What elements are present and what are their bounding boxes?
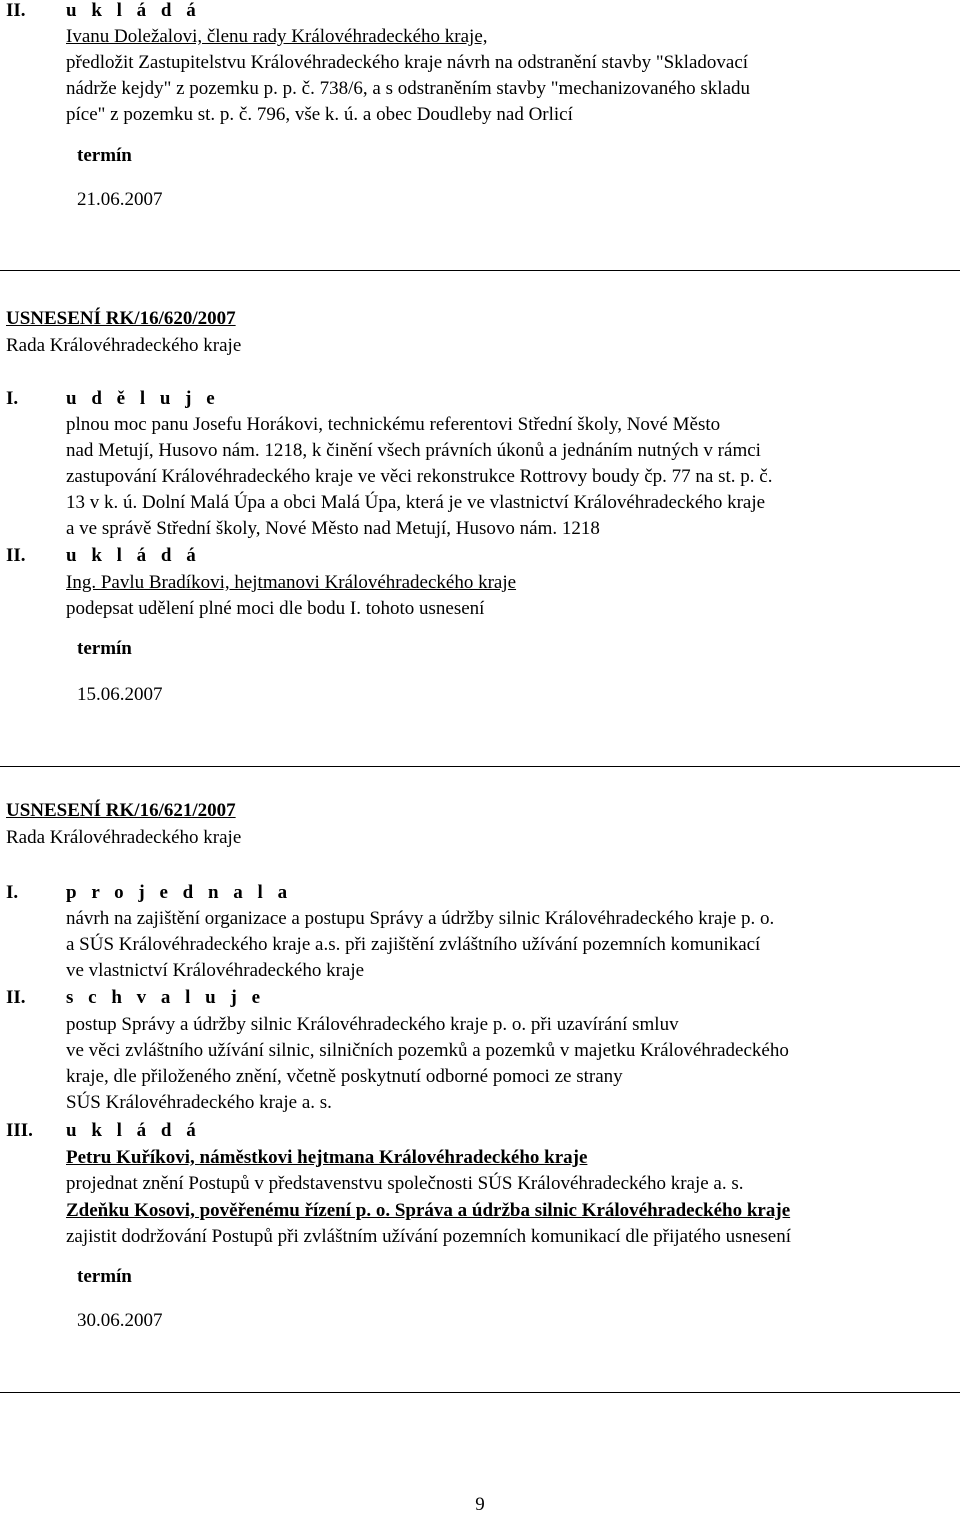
text-line: zastupování Královéhradeckého kraje ve věci rekonstrukce Rottrovy boudy čp. 77 na st. p. č. <box>66 466 773 487</box>
addressee: Ivanu Doležalovi, členu rady Královéhradeckého kraje, <box>66 26 488 47</box>
text-line: ve věci zvláštního užívání silnic, silničních pozemků a pozemků v majetku Královéhradeckého <box>66 1040 789 1061</box>
text-line: projednat znění Postupů v představenstvu společnosti SÚS Královéhradeckého kraje a. s. <box>66 1173 744 1194</box>
resolution-subtitle: Rada Královéhradeckého kraje <box>6 827 242 848</box>
termin-label: termín <box>77 145 132 166</box>
text-line: ve vlastnictví Královéhradeckého kraje <box>66 960 365 981</box>
divider <box>0 1392 960 1393</box>
termin-date: 21.06.2007 <box>77 189 163 210</box>
action-verb: u k l á d á <box>66 0 201 21</box>
text-line: 13 v k. ú. Dolní Malá Úpa a obci Malá Úpa, která je ve vlastnictví Královéhradeckého kraje <box>66 492 766 513</box>
text-line: a SÚS Královéhradeckého kraje a.s. při zajištění zvláštního užívání pozemních komunikací <box>66 934 761 955</box>
resolution-title: USNESENÍ RK/16/621/2007 <box>6 800 236 821</box>
roman-numeral: III. <box>6 1120 33 1141</box>
text-line: předložit Zastupitelstvu Královéhradeckého kraje návrh na odstranění stavby "Skladovací <box>66 52 749 73</box>
text-line: nad Metují, Husovo nám. 1218, k činění všech právních úkonů a jednáním nutných v rámci <box>66 440 761 461</box>
addressee: Ing. Pavlu Bradíkovi, hejtmanovi Královéhradeckého kraje <box>66 572 517 593</box>
text-line: píce" z pozemku st. p. č. 796, vše k. ú. a obec Doudleby nad Orlicí <box>66 104 573 125</box>
roman-numeral: II. <box>6 0 26 21</box>
text-line: a ve správě Střední školy, Nové Město nad Metují, Husovo nám. 1218 <box>66 518 600 539</box>
divider <box>0 766 960 767</box>
resolution-title: USNESENÍ RK/16/620/2007 <box>6 308 236 329</box>
text-line: plnou moc panu Josefu Horákovi, technickému referentovi Střední školy, Nové Město <box>66 414 721 435</box>
roman-numeral: I. <box>6 882 19 903</box>
roman-numeral: I. <box>6 388 19 409</box>
text-line: postup Správy a údržby silnic Královéhradeckého kraje p. o. při uzavírání smluv <box>66 1014 679 1035</box>
roman-numeral: II. <box>6 545 26 566</box>
roman-numeral: II. <box>6 987 26 1008</box>
termin-date: 30.06.2007 <box>77 1310 163 1331</box>
addressee: Petru Kuříkovi, náměstkovi hejtmana Královéhradeckého kraje <box>66 1147 588 1168</box>
divider <box>0 270 960 271</box>
termin-label: termín <box>77 1266 132 1287</box>
text-line: podepsat udělení plné moci dle bodu I. tohoto usnesení <box>66 598 485 619</box>
termin-label: termín <box>77 638 132 659</box>
text-line: nádrže kejdy" z pozemku p. p. č. 738/6, a s odstraněním stavby "mechanizovaného skladu <box>66 78 751 99</box>
action-verb: s c h v a l u j e <box>66 987 265 1008</box>
termin-date: 15.06.2007 <box>77 684 163 705</box>
addressee: Zdeňku Kosovi, pověřenému řízení p. o. Správa a údržba silnic Královéhradeckého kraje <box>66 1200 791 1221</box>
action-verb: u k l á d á <box>66 1120 201 1141</box>
action-verb: u k l á d á <box>66 545 201 566</box>
action-verb: u d ě l u j e <box>66 388 220 409</box>
action-verb: p r o j e d n a l a <box>66 882 293 903</box>
resolution-subtitle: Rada Královéhradeckého kraje <box>6 335 242 356</box>
text-line: zajistit dodržování Postupů při zvláštním užívání pozemních komunikací dle přijatého usnesení <box>66 1226 792 1247</box>
text-line: návrh na zajištění organizace a postupu Správy a údržby silnic Královéhradeckého kraje p. o. <box>66 908 775 929</box>
page-number: 9 <box>475 1494 485 1515</box>
text-line: SÚS Královéhradeckého kraje a. s. <box>66 1092 332 1113</box>
text-line: kraje, dle přiloženého znění, včetně poskytnutí odborné pomoci ze strany <box>66 1066 623 1087</box>
